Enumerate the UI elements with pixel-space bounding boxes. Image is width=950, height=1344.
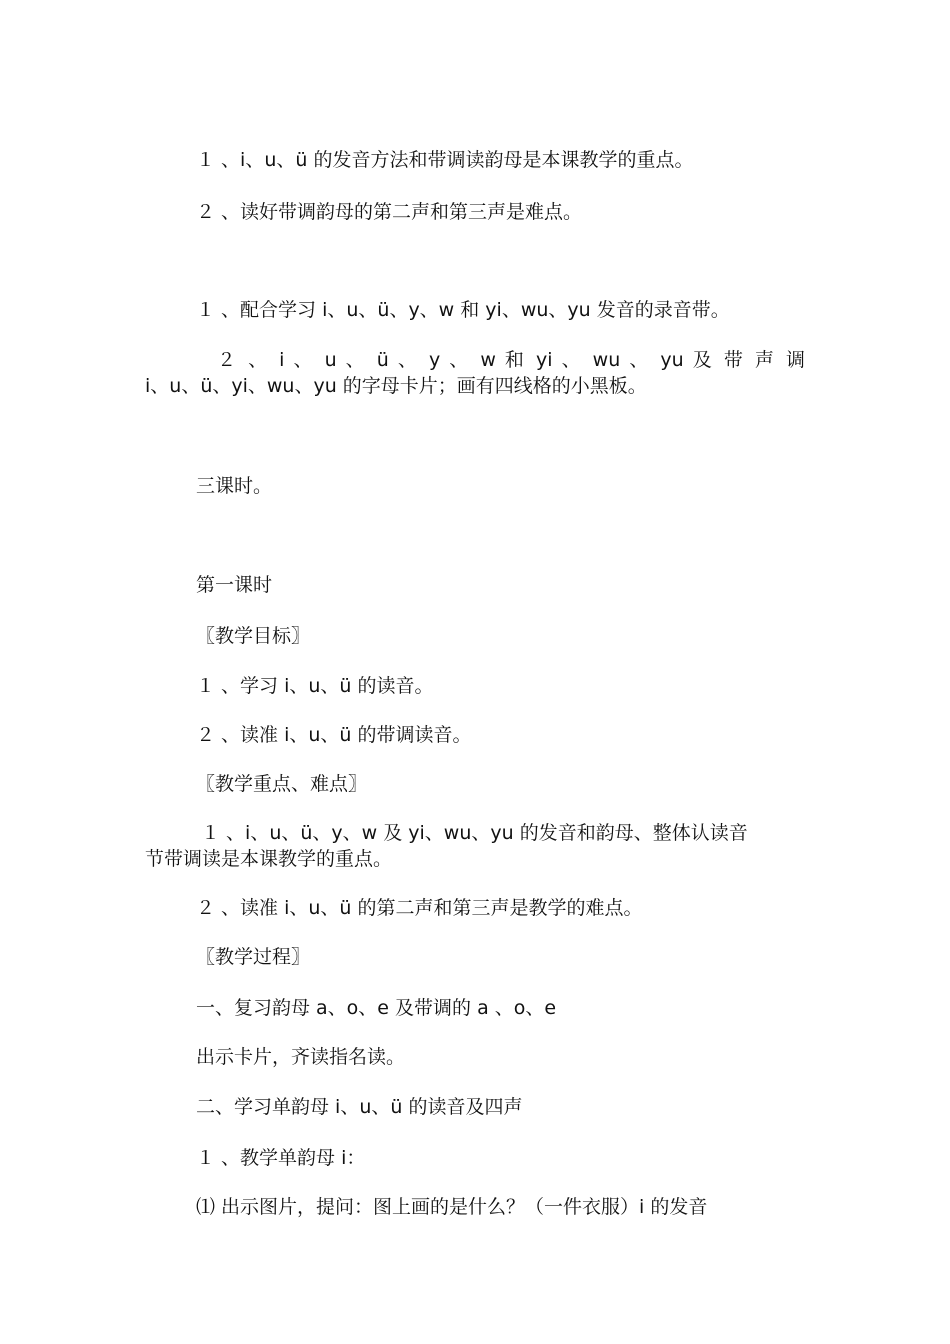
process-step-2: 二、学习单韵母 i、u、ü 的读音及四声 [196,1096,523,1118]
focus-item-1-line1: １ 、i、u、ü、y、w 及 yi、wu、yu 的发音和韵母、整体认读音 [201,822,748,844]
heading-teaching-goals: 〖教学目标〗 [196,625,311,647]
goal-item-1: １ 、学习 i、u、ü 的读音。 [196,675,434,697]
section-first-lesson: 第一课时 [196,574,273,596]
paragraph-teaching-difficulty: ２ 、读好带调韵母的第二声和第三声是难点。 [196,201,583,223]
paragraph-class-hours: 三课时。 [196,475,273,497]
focus-item-1-line2: 节带调读是本课教学的重点。 [145,848,393,870]
paragraph-prep-tape: １ 、配合学习 i、u、ü、y、w 和 yi、wu、yu 发音的录音带。 [196,299,730,321]
process-step-1-detail: 出示卡片，齐读指名读。 [196,1046,406,1068]
process-step-2-item-1: １ 、教学单韵母 i： [196,1147,366,1169]
focus-item-1 [145,820,805,872]
process-step-1: 一、复习韵母 a、o、e 及带调的 a 、o、e [196,997,557,1019]
heading-teaching-process: 〖教学过程〗 [196,946,311,968]
paragraph-prep-cards-line2: i、u、ü、yi、wu、yu 的字母卡片；画有四线格的小黑板。 [145,375,647,397]
paragraph-teaching-focus: １ 、i、u、ü 的发音方法和带调读韵母是本课教学的重点。 [196,149,694,171]
paragraph-prep-cards-line1: ２ 、 i 、 u 、 ü 、 y 、 w 和 yi 、 wu 、 yu 及 带 声 调 [217,349,805,371]
focus-item-2: ２ 、读准 i、u、ü 的第二声和第三声是教学的难点。 [196,897,643,919]
heading-focus-difficulty: 〖教学重点、难点〗 [196,773,368,795]
process-step-2-item-1-detail: ⑴ 出示图片，提问：图上画的是什么？（一件衣服）i 的发音 [196,1196,708,1218]
goal-item-2: ２ 、读准 i、u、ü 的带调读音。 [196,724,472,746]
paragraph-prep-cards [145,347,805,399]
